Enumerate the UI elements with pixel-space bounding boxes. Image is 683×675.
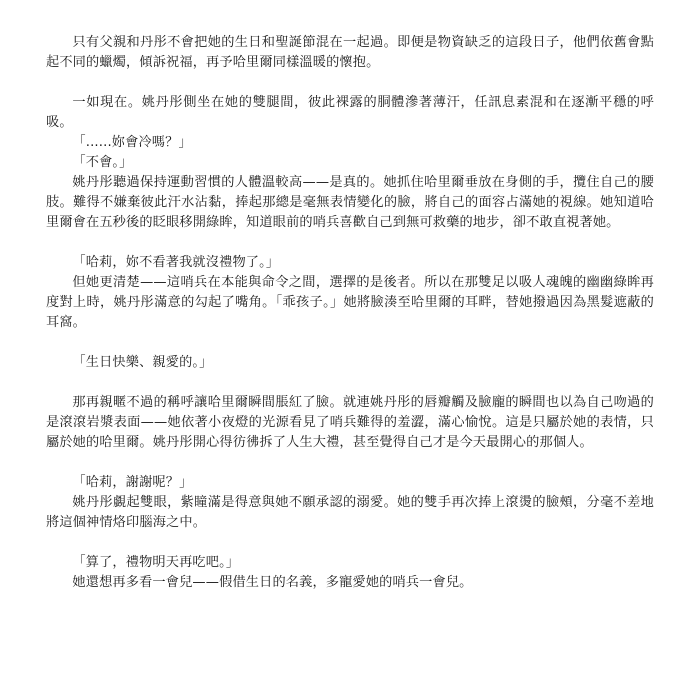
- dialogue-thanks: 「哈莉，謝謝呢？」: [72, 475, 193, 490]
- dialogue-gift-tomorrow: 「算了，禮物明天再吃吧。」: [72, 555, 240, 570]
- paragraph-gaze: 姚丹彤覷起雙眼，紫瞳滿是得意與她不願承認的溺愛。她的雙手再次捧上滾燙的臉頰，分毫不差地將這個神情烙印腦海之中。: [46, 495, 654, 530]
- paragraph-choice: 但她更清楚——這哨兵在本能與命令之間，選擇的是後者。所以在那雙足以吸人魂魄的幽幽綠眸再度對上時，姚丹彤滿意的勾起了嘴角。「乖孩子。」她將臉湊至哈里爾的耳畔，替她撥過因為黑髮遮蔽的耳窩。: [46, 275, 654, 330]
- dialogue-no: 「不會。」: [72, 155, 133, 170]
- dialogue-cold: 「......妳會冷嗎？」: [72, 135, 192, 150]
- paragraph-gap: [46, 453, 654, 473]
- paragraph-warmth: 姚丹彤聽過保持運動習慣的人體溫較高——是真的。她抓住哈里爾垂放在身側的手，攬住自己的腰肢。難得不嫌棄彼此汗水沾黏，捧起那總是毫無表情變化的臉，將自己的面容占滿她的視線。她知道哈里爾會在五秒後的眨眼移開綠眸，知道眼前的哨兵喜歡自己到無可救藥的地步，卻不敢直視著她。: [46, 175, 654, 230]
- document-body: [46, 33, 654, 593]
- paragraph-gap: [46, 533, 654, 553]
- paragraph-intro: 只有父親和丹彤不會把她的生日和聖誕節混在一起過。即便是物資缺乏的這段日子，他們依舊會點起不同的蠟燭，傾訴祝福，再予哈里爾同樣溫暖的懷抱。: [46, 35, 654, 70]
- paragraph-gap: [46, 373, 654, 393]
- paragraph-gap: [46, 233, 654, 253]
- dialogue-look: 「哈莉，妳不看著我就沒禮物了。」: [72, 255, 280, 270]
- paragraph-gap: [46, 333, 654, 353]
- paragraph-now: 一如現在。姚丹彤側坐在她的雙腿間，彼此裸露的胴體滲著薄汗，任訊息素混和在逐漸平穩的呼吸。: [46, 95, 654, 130]
- paragraph-ending: 她還想再多看一會兒——假借生日的名義，多寵愛她的哨兵一會兒。: [72, 575, 473, 590]
- paragraph-gap: [46, 73, 654, 93]
- paragraph-blush: 那再親暱不過的稱呼讓哈里爾瞬間脹紅了臉。就連姚丹彤的唇瓣觸及臉龐的瞬間也以為自己吻過的是滾滾岩漿表面——她依著小夜燈的光源看見了哨兵難得的羞澀，滿心愉悅。這是只屬於她的表情，只屬於她的哈里爾。姚丹彤開心得彷彿拆了人生大禮，甚至覺得自己才是今天最開心的那個人。: [46, 395, 654, 450]
- dialogue-birthday: 「生日快樂、親愛的。」: [72, 355, 213, 370]
